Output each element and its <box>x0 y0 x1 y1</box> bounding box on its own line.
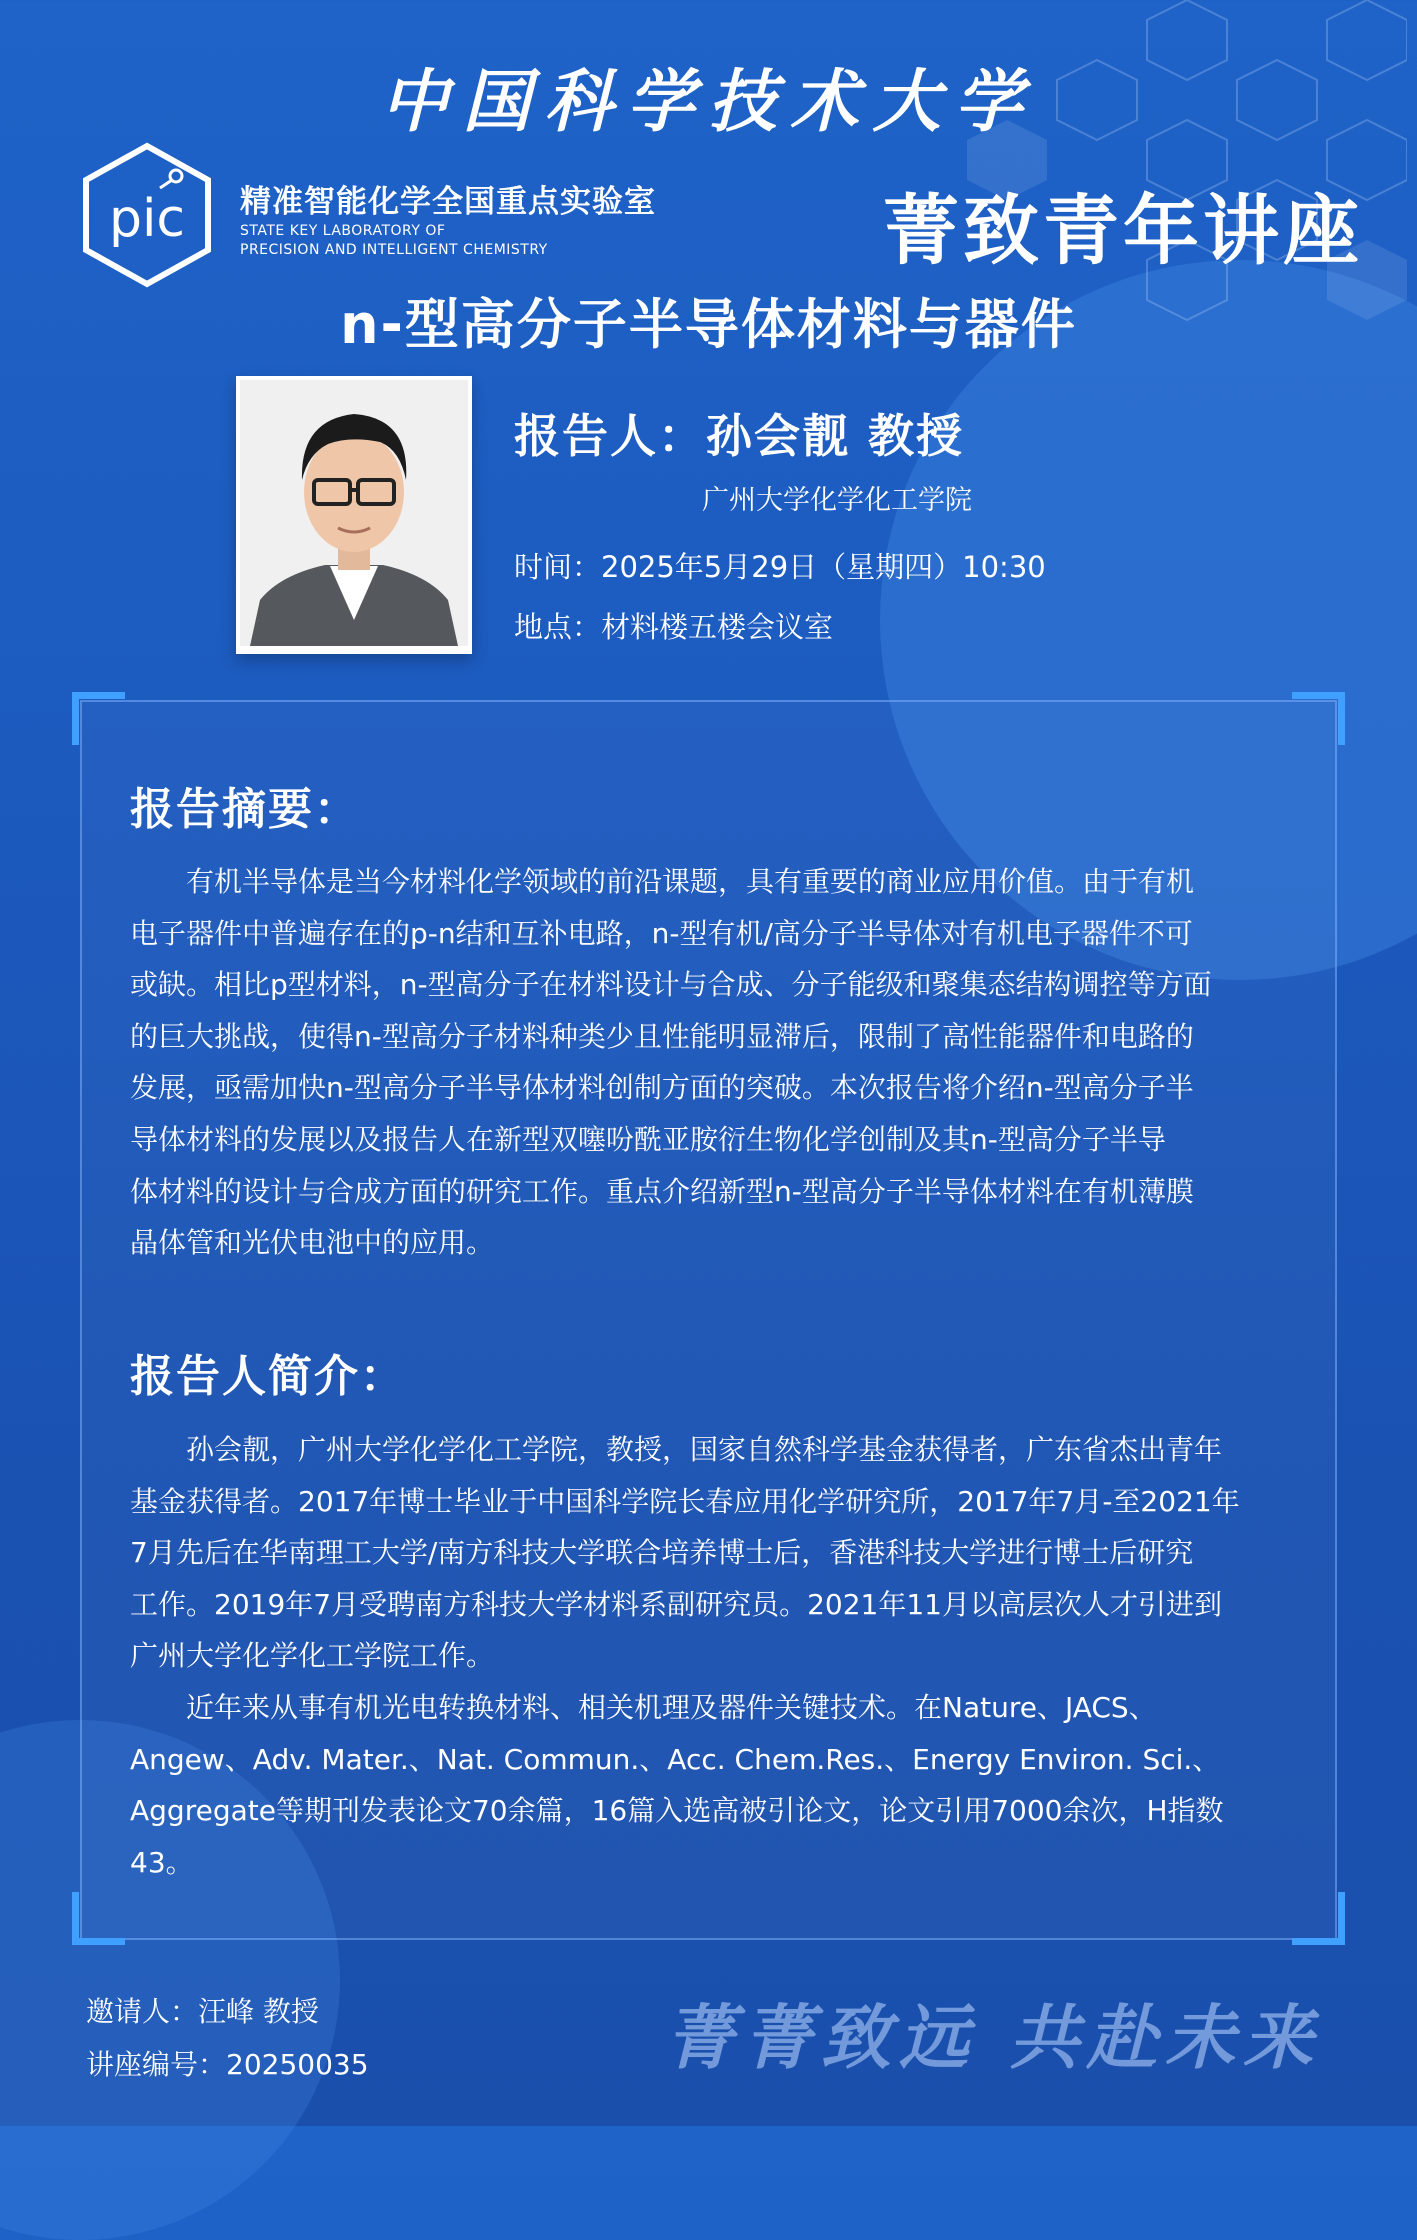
logo-text: pic <box>108 189 186 249</box>
bio-line: 广州大学化学化工学院工作。 <box>130 1639 495 1673</box>
speaker-photo <box>240 380 468 646</box>
panel-corner <box>1292 692 1345 745</box>
abstract-heading: 报告摘要： <box>130 784 360 835</box>
speaker-name: 报告人：孙会靓 教授 <box>514 409 965 463</box>
bio-text <box>130 1424 1290 1888</box>
panel-corner <box>72 692 125 745</box>
abstract-line: 有机半导体是当今材料化学领域的前沿课题，具有重要的商业应用价值。由于有机 <box>130 865 1195 898</box>
lecture-number: 讲座编号：20250035 <box>86 2048 369 2081</box>
abstract-line: 导体材料的发展以及报告人在新型双噻吩酰亚胺衍生物化学创制及其n-型高分子半导 <box>130 1122 1166 1156</box>
bio-line: 43。 <box>130 1845 194 1879</box>
talk-title: n-型高分子半导体材料与器件 <box>340 293 1077 356</box>
lecture-series-title: 菁致青年讲座 <box>883 186 1363 275</box>
lab-name-en <box>240 222 548 260</box>
abstract-line: 或缺。相比p型材料，n-型高分子在材料设计与合成、分子能级和聚集态结构调控等方面 <box>130 968 1212 1002</box>
lab-name-en-line: PRECISION AND INTELLIGENT CHEMISTRY <box>240 242 548 258</box>
talk-venue: 地点：材料楼五楼会议室 <box>514 610 834 644</box>
bio-line: 工作。2019年7月受聘南方科技大学材料系副研究员。2021年11月以高层次人才引进到 <box>130 1587 1222 1621</box>
slogan: 菁菁致远 共赴未来 <box>664 1996 1321 2079</box>
speaker-affiliation: 广州大学化学化工学院 <box>702 485 972 516</box>
bio-line: Angew、Adv. Mater.、Nat. Commun.、Acc. Chem.Res.、Energy Environ. Sci.、 <box>130 1742 1221 1776</box>
abstract-line: 发展，亟需加快n-型高分子半导体材料创制方面的突破。本次报告将介绍n-型高分子半 <box>130 1071 1194 1105</box>
lab-name-en-line: STATE KEY LABORATORY OF <box>240 223 446 239</box>
abstract-line: 体材料的设计与合成方面的研究工作。重点介绍新型n-型高分子半导体材料在有机薄膜 <box>130 1174 1194 1208</box>
panel-corner <box>1292 1892 1345 1945</box>
panel-corner <box>72 1892 125 1945</box>
bio-line: Aggregate等期刊发表论文70余篇，16篇入选高被引论文，论文引用7000余次，H指数 <box>130 1794 1224 1828</box>
bio-line: 近年来从事有机光电转换材料、相关机理及器件关键技术。在Nature、JACS、 <box>130 1690 1157 1724</box>
pic-logo <box>80 140 215 290</box>
bio-line: 基金获得者。2017年博士毕业于中国科学院长春应用化学研究所，2017年7月-至2021年 <box>130 1484 1240 1518</box>
lab-name-cn: 精准智能化学全国重点实验室 <box>240 184 656 220</box>
bio-line: 孙会靓，广州大学化学化工学院，教授，国家自然科学基金获得者，广东省杰出青年 <box>130 1433 1223 1466</box>
talk-time: 时间：2025年5月29日（星期四）10:30 <box>514 550 1046 584</box>
abstract-line: 晶体管和光伏电池中的应用。 <box>130 1226 495 1260</box>
abstract-text <box>130 856 1290 1269</box>
bio-heading: 报告人简介： <box>130 1351 406 1402</box>
abstract-line: 的巨大挑战，使得n-型高分子材料种类少且性能明显滞后，限制了高性能器件和电路的 <box>130 1019 1194 1053</box>
abstract-line: 电子器件中普遍存在的p-n结和互补电路，n-型有机/高分子半导体对有机电子器件不可 <box>130 916 1193 950</box>
inviter: 邀请人：汪峰 教授 <box>86 1995 319 2028</box>
speaker-photo-frame <box>236 376 472 654</box>
bio-line: 7月先后在华南理工大学/南方科技大学联合培养博士后，香港科技大学进行博士后研究 <box>130 1536 1194 1570</box>
university-name: 中国科学技术大学 <box>380 62 1037 142</box>
